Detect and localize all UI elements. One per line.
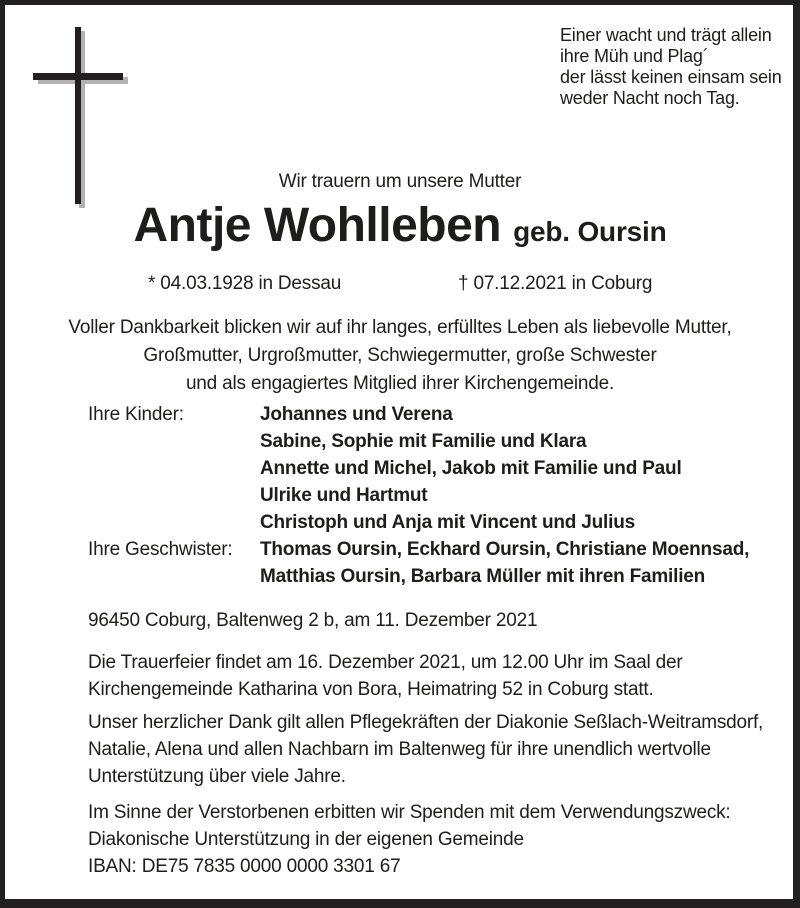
family-section [88, 401, 768, 590]
poem-line: der lässt keinen einsam sein [560, 67, 782, 87]
maiden-name: geb. Oursin [513, 216, 667, 247]
thanks-line: Natalie, Alena und allen Nachbarn im Baltenweg für ihre unendlich wertvolle [88, 739, 711, 760]
donation-paragraph [88, 799, 731, 880]
frame-border-top [0, 0, 800, 5]
cross-bar-horizontal [33, 73, 123, 80]
birth-date: * 04.03.1928 in Dessau [148, 273, 342, 294]
thanks-line: Unser herzlicher Dank gilt allen Pflegekräften der Diakonie Seßlach-Weitramsdorf, [88, 712, 764, 733]
siblings-row [88, 536, 768, 590]
death-date: † 07.12.2021 in Coburg [458, 273, 653, 294]
siblings-names [260, 536, 749, 590]
poem-line: weder Nacht noch Tag. [560, 88, 740, 108]
children-row [88, 401, 768, 536]
tribute-paragraph [0, 314, 800, 398]
service-line: Die Trauerfeier findet am 16. Dezember 2021, um 12.00 Uhr im Saal der [88, 652, 683, 673]
thanks-line: Unterstützung über viele Jahre. [88, 766, 346, 787]
children-line: Sabine, Sophie mit Familie und Klara [260, 431, 587, 452]
siblings-label: Ihre Geschwister: [88, 539, 233, 560]
tribute-line: Voller Dankbarkeit blicken wir auf ihr langes, erfülltes Leben als liebevolle Mutter, [68, 317, 732, 338]
funeral-service-paragraph [88, 649, 683, 703]
frame-border-bottom [0, 899, 800, 908]
address-line: 96450 Coburg, Baltenweg 2 b, am 11. Dezember 2021 [88, 610, 538, 631]
siblings-line: Matthias Oursin, Barbara Müller mit ihren Familien [260, 566, 706, 587]
donation-line: Im Sinne der Verstorbenen erbitten wir Spenden mit dem Verwendungszweck: [88, 802, 731, 823]
poem-line: Einer wacht und trägt allein [560, 25, 772, 45]
frame-border-right [793, 0, 800, 908]
poem-line: ihre Müh und Plag´ [560, 46, 709, 66]
children-line: Ulrike und Hartmut [260, 485, 428, 506]
deceased-name-line [0, 198, 800, 253]
memorial-poem [560, 25, 782, 109]
mourning-line: Wir trauern um unsere Mutter [278, 171, 522, 192]
donation-line: IBAN: DE75 7835 0000 0000 3301 67 [88, 856, 401, 877]
children-line: Christoph und Anja mit Vincent und Julius [260, 512, 635, 533]
children-label: Ihre Kinder: [88, 404, 184, 425]
thanks-paragraph [88, 709, 763, 790]
children-names [260, 401, 682, 536]
donation-line: Diakonische Unterstützung in der eigenen Gemeinde [88, 829, 524, 850]
frame-border-left [0, 0, 5, 908]
children-line: Johannes und Verena [260, 404, 453, 425]
siblings-line: Thomas Oursin, Eckhard Oursin, Christiane Moennsad, [260, 539, 750, 560]
tribute-line: und als engagiertes Mitglied ihrer Kirchengemeinde. [185, 373, 615, 394]
tribute-line: Großmutter, Urgroßmutter, Schwiegermutter, große Schwester [143, 345, 657, 366]
deceased-name: Antje Wohlleben [133, 199, 502, 252]
children-line: Annette und Michel, Jakob mit Familie und Paul [260, 458, 682, 479]
service-line: Kirchengemeinde Katharina von Bora, Heimatring 52 in Coburg statt. [88, 679, 654, 700]
